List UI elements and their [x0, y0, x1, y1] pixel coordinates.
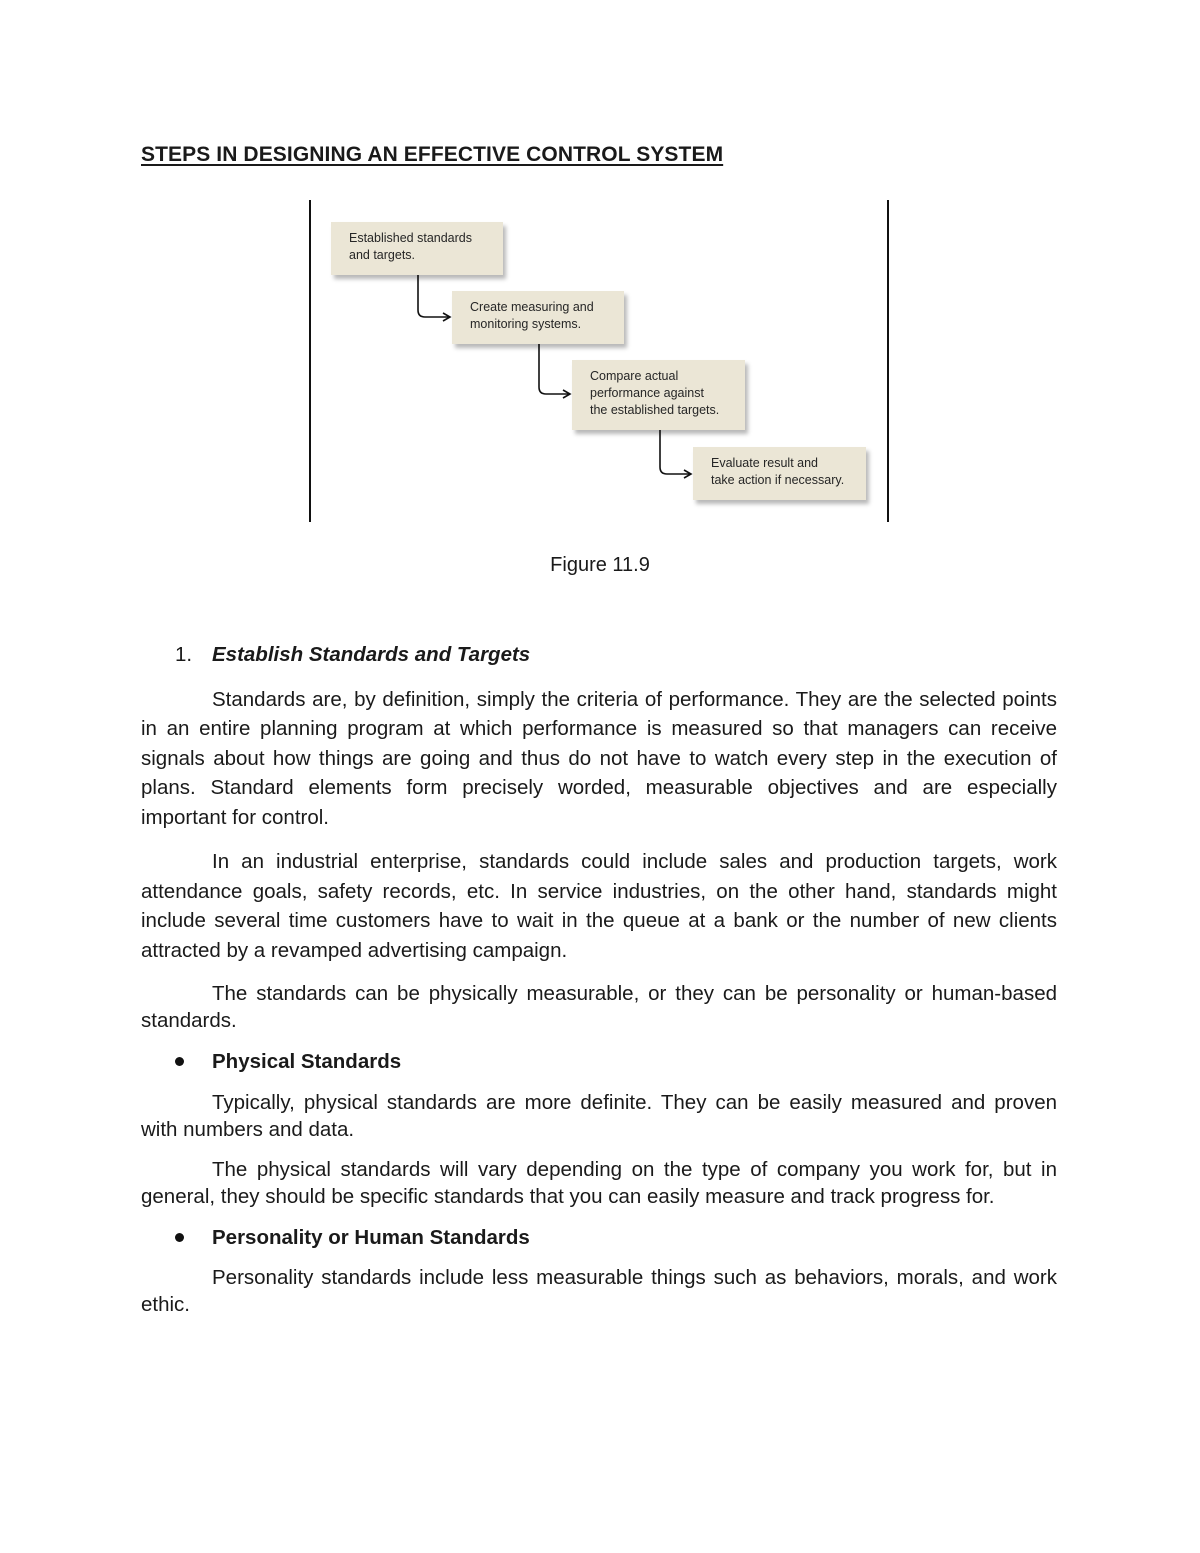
flow-step-text: Create measuring and	[470, 300, 594, 314]
connector-2-to-3	[539, 344, 570, 394]
document-body	[141, 640, 1057, 1331]
bullet-icon	[175, 1057, 184, 1066]
control-system-flow-diagram	[309, 200, 889, 522]
flow-step-text: monitoring systems.	[470, 317, 582, 331]
flow-step-compare-performance	[572, 360, 745, 430]
section-title: Establish Standards and Targets	[212, 643, 531, 666]
bullet-heading-text: Physical Standards	[212, 1050, 402, 1073]
paragraph: Typically, physical standards are more definite. They can be easily measured and proven with numbers and data.	[141, 1090, 1057, 1141]
page-title: STEPS IN DESIGNING AN EFFECTIVE CONTROL SYSTEM	[141, 143, 724, 166]
flow-step-create-measuring	[452, 291, 624, 344]
section-heading	[141, 640, 1057, 670]
bullet-heading	[141, 1047, 1057, 1077]
section-number: 1.	[175, 643, 193, 666]
paragraph: Standards are, by definition, simply the criteria of performance. They are the selected points in an entire planning program at which performance is measured so that managers can receive signals about how things are going and thus do not have to watch every step in the execution of plans. Standard elements form precisely worded, measurable objectives and are especially important for control.	[141, 687, 1057, 829]
paragraph: Personality standards include less measurable things such as behaviors, morals, and work ethic.	[141, 1266, 1057, 1316]
flow-step-text: Evaluate result and	[711, 456, 819, 470]
bullet-icon	[175, 1233, 184, 1242]
flow-step-text: and targets.	[349, 248, 416, 262]
flow-step-text: take action if necessary.	[711, 473, 845, 487]
paragraph: The standards can be physically measurable, or they can be personality or human-based standards.	[141, 982, 1057, 1032]
connector-1-to-2	[418, 275, 450, 317]
flow-step-text: the established targets.	[590, 403, 720, 417]
flow-step-establish-standards	[331, 222, 503, 275]
figure-right-border	[887, 200, 889, 522]
flow-step-text: Compare actual	[590, 369, 679, 383]
figure-caption: Figure 11.9	[550, 554, 650, 576]
connector-3-to-4	[660, 430, 691, 474]
paragraph: The physical standards will vary depending on the type of company you work for, but in general, they should be specific standards that you can easily measure and track progress for.	[141, 1157, 1057, 1208]
flow-step-text: Established standards	[349, 231, 472, 245]
bullet-heading	[141, 1223, 1057, 1253]
bullet-heading-text: Personality or Human Standards	[212, 1225, 530, 1249]
flow-step-evaluate-result	[693, 447, 866, 500]
flow-step-text: performance against	[590, 386, 704, 400]
figure-left-border	[309, 200, 311, 522]
paragraph: In an industrial enterprise, standards could include sales and production targets, work attendance goals, safety records, etc. In service industries, on the other hand, standards might include several time customers have to wait in the queue at a bank or the number of new clients attracted by a revamped advertising campaign.	[141, 850, 1057, 962]
